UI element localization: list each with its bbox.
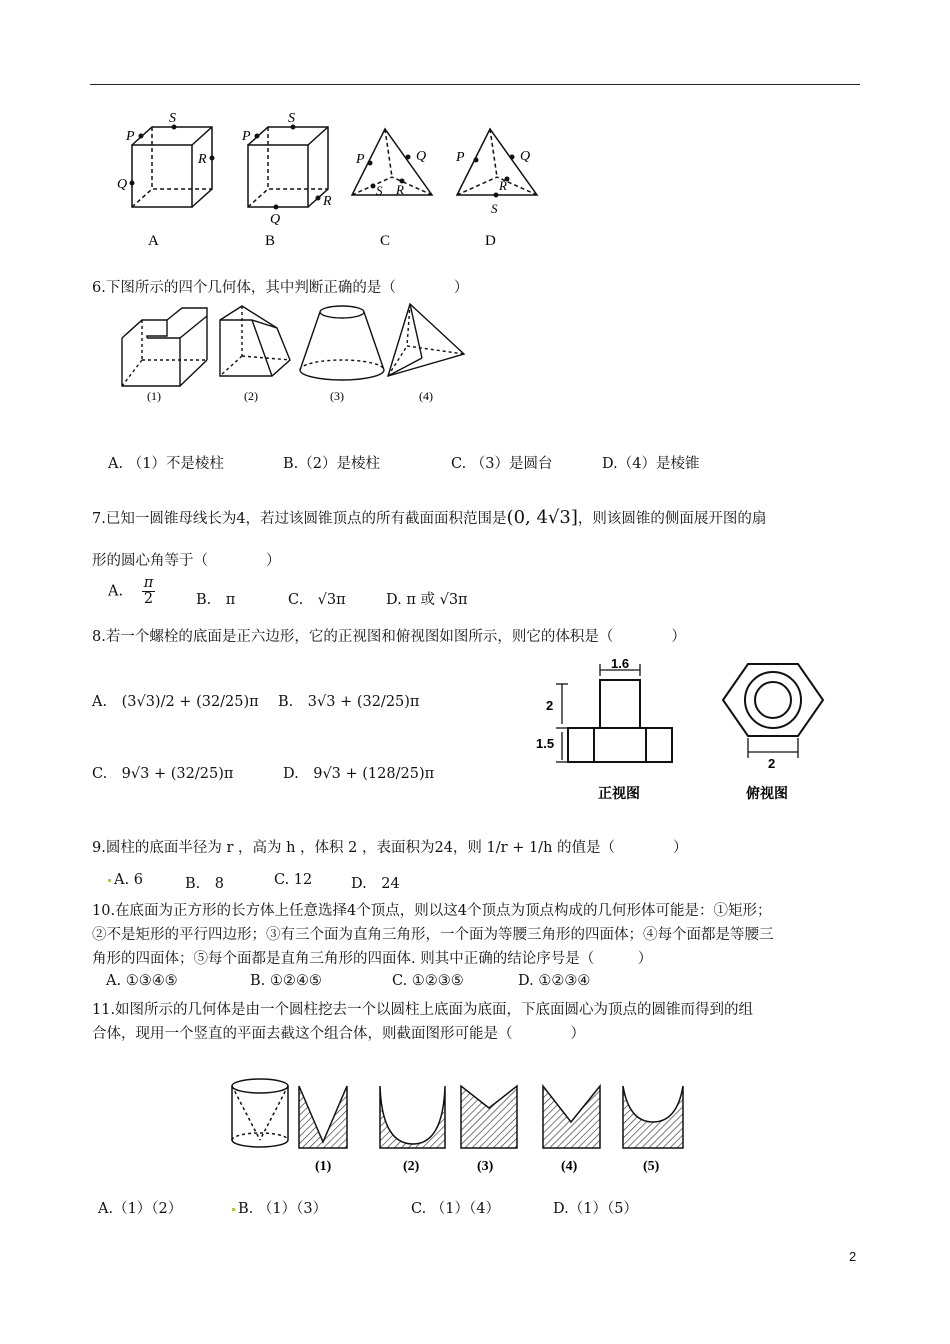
page-number: 2 bbox=[849, 1249, 857, 1264]
svg-text:俯视图: 俯视图 bbox=[746, 787, 788, 802]
q7-interval: (0, 4√3] bbox=[506, 507, 578, 528]
q7-stem-line1: 7.已知一圆锥母线长为4，若过该圆锥顶点的所有截面面积范围是(0, 4√3]，则该圆锥的侧面展开图的扇 bbox=[92, 507, 767, 528]
svg-text:S: S bbox=[376, 183, 383, 198]
cube-a bbox=[132, 127, 212, 207]
svg-text:(1): (1) bbox=[147, 389, 161, 403]
svg-text:2: 2 bbox=[768, 756, 776, 771]
q8-option-a[interactable]: A. (3√3)/2 + (32/25)π bbox=[92, 694, 259, 710]
q11-option-c[interactable]: C. （1）（4） bbox=[411, 1201, 500, 1217]
svg-text:(4): (4) bbox=[419, 389, 433, 403]
q9-stem: 9.圆柱的底面半径为 r ，高为 h ，体积 2 ，表面积为24，则 1/r + 1/h 的值是（ ） bbox=[92, 840, 688, 856]
q7-stem-line2: 形的圆心角等于（ ） bbox=[92, 553, 281, 569]
svg-text:(4): (4) bbox=[561, 1159, 578, 1174]
svg-text:Q: Q bbox=[520, 149, 531, 164]
q11-line1: 11.如图所示的几何体是由一个圆柱挖去一个以圆柱上底面为底面，下底面圆心为顶点的圆锥而得到的组 bbox=[92, 1002, 754, 1018]
q11-figure bbox=[215, 1072, 735, 1182]
q7-option-d[interactable]: D. π 或 √3π bbox=[386, 592, 468, 608]
q10-line1: 10.在底面为正方形的长方体上任意选择4个顶点，则以这4个顶点为顶点构成的几何形体可能是：①矩形； bbox=[92, 903, 772, 919]
svg-text:P: P bbox=[356, 152, 365, 167]
q6-stem: 6.下图所示的四个几何体，其中判断正确的是（ ） bbox=[92, 280, 469, 296]
q6-option-d[interactable]: D.（4）是棱锥 bbox=[602, 456, 700, 472]
q7-option-a[interactable]: A. $\frac{\pi}{2}$ bbox=[108, 575, 154, 608]
q11-option-b[interactable]: B. （1）（3） bbox=[232, 1197, 327, 1218]
svg-text:(2): (2) bbox=[403, 1159, 420, 1174]
svg-text:1.5: 1.5 bbox=[536, 736, 555, 751]
svg-text:P: P bbox=[456, 150, 465, 165]
svg-text:(3): (3) bbox=[477, 1159, 494, 1174]
q10-line3: 角形的四面体；⑤每个面都是直角三角形的四面体. 则其中正确的结论序号是（ ） bbox=[92, 951, 653, 967]
label-a: A bbox=[148, 233, 159, 249]
svg-text:(2): (2) bbox=[244, 389, 258, 403]
label-c: C bbox=[380, 233, 391, 249]
marker-dot bbox=[232, 1208, 235, 1211]
svg-text:R: R bbox=[396, 182, 404, 197]
top-figure bbox=[90, 95, 610, 255]
svg-text:Q: Q bbox=[270, 212, 281, 227]
q6-option-b[interactable]: B.（2）是棱柱 bbox=[283, 456, 380, 472]
svg-text:(1): (1) bbox=[315, 1159, 332, 1174]
q10-option-c[interactable]: C. ①②③⑤ bbox=[392, 973, 464, 989]
q11-option-a[interactable]: A.（1）（2） bbox=[98, 1201, 183, 1217]
q6-figure bbox=[112, 298, 482, 410]
svg-text:R: R bbox=[499, 178, 507, 193]
svg-text:P: P bbox=[126, 129, 135, 144]
q10-option-b[interactable]: B. ①②④⑤ bbox=[250, 973, 322, 989]
svg-text:2: 2 bbox=[546, 698, 554, 713]
svg-text:Q: Q bbox=[117, 177, 128, 192]
q9-option-b[interactable]: B. 8 bbox=[185, 876, 224, 892]
cube-b bbox=[248, 127, 328, 207]
q6-option-c[interactable]: C. （3）是圆台 bbox=[451, 456, 553, 472]
q11-option-d[interactable]: D.（1）（5） bbox=[553, 1201, 638, 1217]
label-d: D bbox=[485, 233, 496, 249]
marker-dot bbox=[108, 879, 111, 882]
svg-text:正视图: 正视图 bbox=[598, 787, 640, 802]
svg-text:1.6: 1.6 bbox=[611, 656, 630, 671]
q11-line2: 合体，现用一个竖直的平面去截这个组合体，则截面图形可能是（ ） bbox=[92, 1026, 585, 1042]
svg-text:S: S bbox=[288, 111, 295, 126]
svg-text:Q: Q bbox=[416, 149, 427, 164]
label-b: B bbox=[265, 233, 276, 249]
q10-line2: ②不是矩形的平行四边形；③有三个面为直角三角形，一个面为等腰三角形的四面体；④每个面都是等腰三 bbox=[92, 927, 774, 943]
q6-option-a[interactable]: A. （1）不是棱柱 bbox=[108, 456, 224, 472]
q9-option-d[interactable]: D. 24 bbox=[351, 876, 400, 892]
svg-text:(5): (5) bbox=[643, 1159, 660, 1174]
q8-option-b[interactable]: B. 3√3 + (32/25)π bbox=[278, 694, 420, 710]
q10-option-a[interactable]: A. ①③④⑤ bbox=[106, 973, 178, 989]
svg-text:R: R bbox=[323, 194, 332, 209]
svg-text:(3): (3) bbox=[330, 389, 344, 403]
q8-stem: 8.若一个螺栓的底面是正六边形，它的正视图和俯视图如图所示，则它的体积是（ ） bbox=[92, 629, 686, 645]
q10-option-d[interactable]: D. ①②③④ bbox=[518, 973, 591, 989]
svg-text:S: S bbox=[169, 111, 176, 126]
q8-bolt-figure bbox=[528, 648, 858, 808]
q9-option-a[interactable]: A. 6 bbox=[108, 872, 143, 888]
q9-option-c[interactable]: C. 12 bbox=[274, 872, 313, 888]
svg-text:P: P bbox=[242, 129, 251, 144]
svg-text:S: S bbox=[491, 201, 498, 216]
header-rule bbox=[90, 84, 860, 85]
q7-option-c[interactable]: C. √3π bbox=[288, 592, 346, 608]
q8-option-d[interactable]: D. 9√3 + (128/25)π bbox=[283, 766, 435, 782]
svg-text:R: R bbox=[198, 152, 207, 167]
q8-option-c[interactable]: C. 9√3 + (32/25)π bbox=[92, 766, 234, 782]
q7-option-b[interactable]: B. π bbox=[196, 592, 236, 608]
